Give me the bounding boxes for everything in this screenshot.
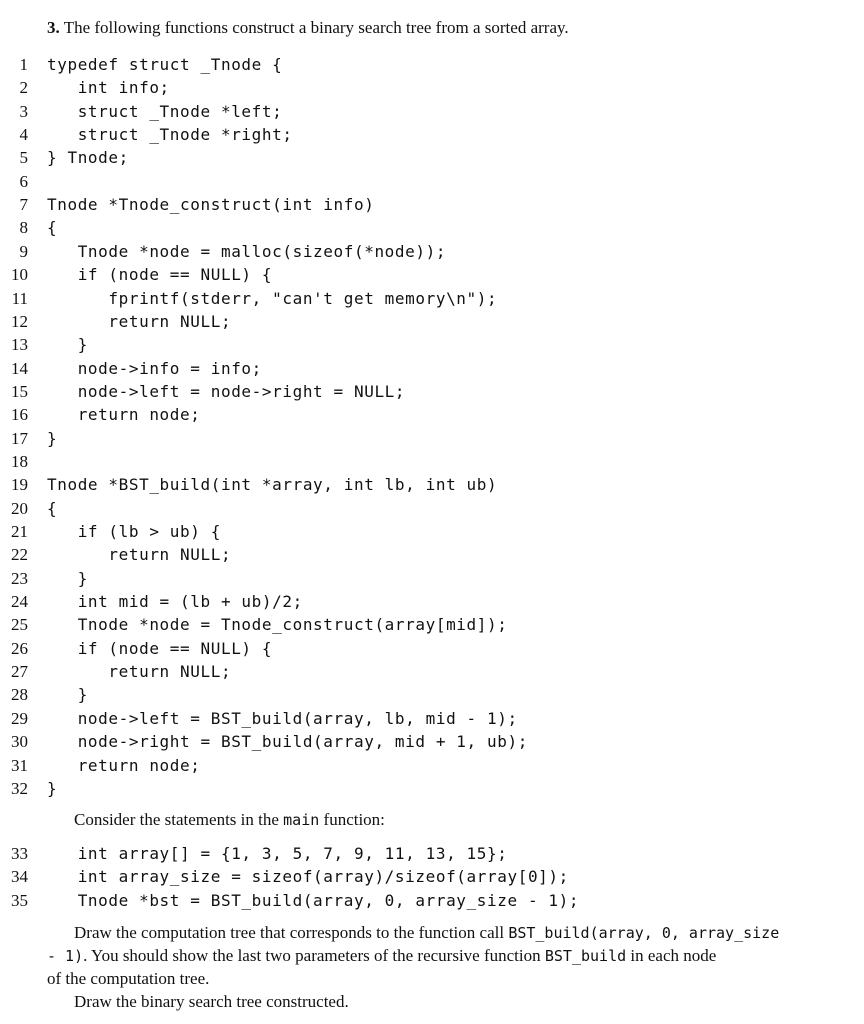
code-text: return NULL; bbox=[47, 662, 232, 682]
line-number: 30 bbox=[11, 732, 28, 752]
code-text: } bbox=[47, 428, 58, 448]
instruction-function-name: BST_build bbox=[544, 947, 627, 965]
line-number: 8 bbox=[19, 218, 28, 238]
line-number: 10 bbox=[11, 265, 28, 285]
code-text: return NULL; bbox=[47, 311, 232, 331]
code-text: } bbox=[47, 568, 88, 588]
line-number: 4 bbox=[19, 125, 28, 145]
code-text: Tnode *Tnode_construct(int info) bbox=[47, 195, 375, 215]
code-text: struct _Tnode *right; bbox=[47, 125, 293, 145]
instruction-text-end: in each node bbox=[626, 946, 717, 965]
line-number: 31 bbox=[11, 755, 28, 775]
instruction-text: of the computation tree. bbox=[47, 969, 210, 988]
instruction-text: Draw the binary search tree constructed. bbox=[74, 992, 349, 1011]
code-text: return NULL; bbox=[47, 545, 232, 565]
code-text: int array[] = {1, 3, 5, 7, 9, 11, 13, 15}; bbox=[47, 844, 508, 863]
instruction-call-end: - 1) bbox=[47, 947, 84, 965]
line-number: 26 bbox=[11, 638, 28, 658]
code-text: node->left = BST_build(array, lb, mid - 1); bbox=[47, 708, 518, 728]
code-text: } Tnode; bbox=[47, 148, 129, 168]
line-number: 17 bbox=[11, 428, 28, 448]
code-text: if (node == NULL) { bbox=[47, 638, 273, 658]
code-text: node->info = info; bbox=[47, 358, 262, 378]
line-number: 32 bbox=[11, 778, 28, 798]
code-text: if (node == NULL) { bbox=[47, 265, 273, 285]
problem-number: 3. bbox=[47, 18, 60, 37]
line-number: 21 bbox=[11, 522, 28, 541]
line-number: 12 bbox=[11, 311, 28, 331]
code-text: typedef struct _Tnode { bbox=[47, 55, 283, 74]
code-text: } bbox=[47, 335, 88, 355]
line-number: 19 bbox=[11, 475, 28, 495]
problem-statement: The following functions construct a binary search tree from a sorted array. bbox=[63, 18, 569, 37]
code-text: node->right = BST_build(array, mid + 1, ub); bbox=[47, 732, 528, 752]
line-number: 13 bbox=[11, 335, 28, 355]
instruction-line-3 bbox=[47, 967, 209, 991]
line-number: 22 bbox=[11, 545, 28, 565]
code-text: fprintf(stderr, "can't get memory\n"); bbox=[47, 288, 498, 308]
line-number: 28 bbox=[11, 685, 28, 705]
line-number: 24 bbox=[11, 592, 28, 612]
line-number: 7 bbox=[19, 195, 28, 215]
instruction-line-2 bbox=[47, 944, 716, 968]
line-number: 15 bbox=[11, 381, 28, 401]
code-text: struct _Tnode *left; bbox=[47, 101, 283, 121]
line-number: 14 bbox=[11, 358, 28, 378]
line-number: 9 bbox=[19, 241, 28, 261]
line-number: 16 bbox=[11, 405, 28, 425]
code-text: int info; bbox=[47, 78, 170, 98]
line-number: 33 bbox=[11, 844, 28, 863]
line-number: 3 bbox=[19, 101, 28, 121]
code-text: int mid = (lb + ub)/2; bbox=[47, 592, 303, 612]
line-number: 18 bbox=[11, 451, 28, 471]
code-text: { bbox=[47, 498, 58, 518]
code-text: Tnode *bst = BST_build(array, 0, array_size - 1); bbox=[47, 890, 580, 910]
line-number: 5 bbox=[19, 148, 28, 168]
instruction-line-1 bbox=[74, 921, 779, 945]
code-text: return node; bbox=[47, 405, 201, 425]
code-text: Tnode *node = Tnode_construct(array[mid]); bbox=[47, 615, 508, 635]
code-text: } bbox=[47, 778, 58, 798]
instruction-line-4 bbox=[74, 990, 349, 1014]
line-number: 27 bbox=[11, 662, 28, 682]
code-text: Tnode *BST_build(int *array, int lb, int ub) bbox=[47, 475, 498, 495]
line-number: 23 bbox=[11, 568, 28, 588]
line-number: 29 bbox=[11, 708, 28, 728]
problem-heading bbox=[47, 18, 569, 38]
line-number: 20 bbox=[11, 498, 28, 518]
code-text: return node; bbox=[47, 755, 201, 775]
code-text: } bbox=[47, 685, 88, 705]
consider-text bbox=[74, 808, 385, 832]
consider-text-before: Consider the statements in the bbox=[74, 810, 284, 829]
line-number: 34 bbox=[11, 867, 28, 887]
main-function-name: main bbox=[283, 811, 320, 829]
line-number: 35 bbox=[11, 890, 28, 910]
code-text: int array_size = sizeof(array)/sizeof(array[0]); bbox=[47, 867, 569, 887]
line-number: 2 bbox=[19, 78, 28, 98]
code-text: if (lb > ub) { bbox=[47, 522, 221, 541]
instruction-text: . You should show the last two parameters of the recursive function bbox=[83, 946, 545, 965]
instruction-call: BST_build(array, 0, array_size bbox=[508, 924, 780, 942]
instruction-text: Draw the computation tree that corresponds to the function call bbox=[74, 923, 509, 942]
line-number: 25 bbox=[11, 615, 28, 635]
code-text: node->left = node->right = NULL; bbox=[47, 381, 406, 401]
code-text: Tnode *node = malloc(sizeof(*node)); bbox=[47, 241, 447, 261]
line-number: 11 bbox=[11, 288, 28, 308]
line-number: 6 bbox=[19, 171, 28, 191]
consider-text-after: function: bbox=[319, 810, 385, 829]
code-text: { bbox=[47, 218, 58, 238]
line-number: 1 bbox=[19, 55, 28, 74]
